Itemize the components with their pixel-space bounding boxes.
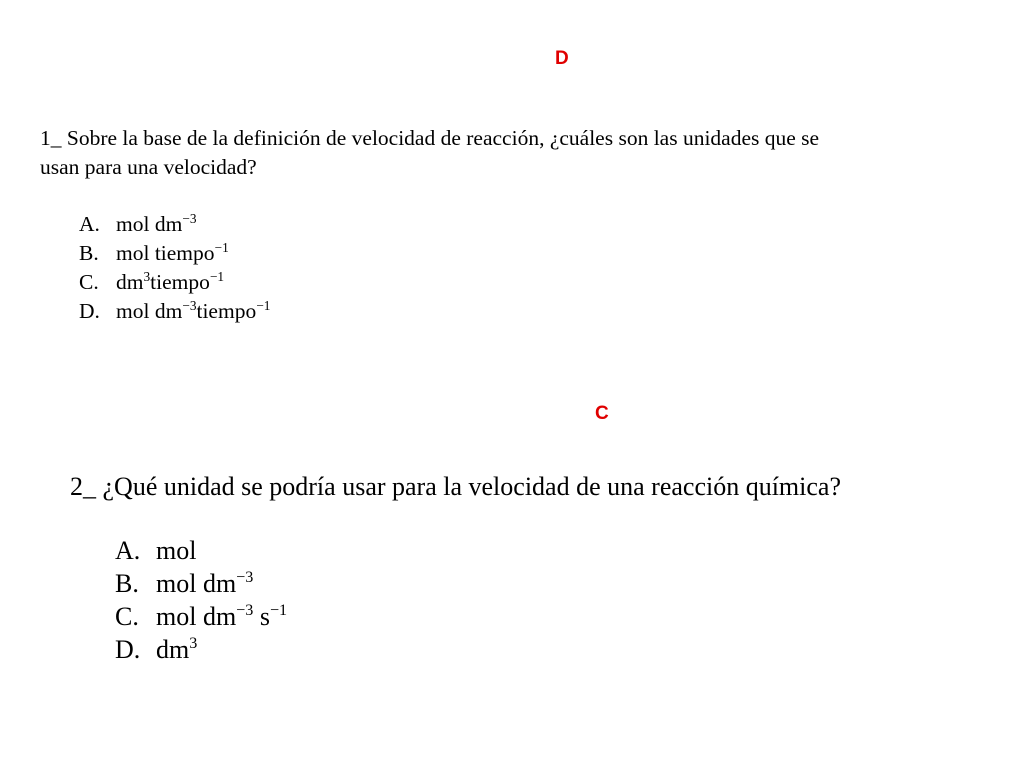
option-text: s	[253, 602, 270, 631]
question-1-stem-line-2: usan para una velocidad?	[40, 155, 257, 179]
option-exponent: −3	[182, 210, 197, 226]
option-text: mol tiempo	[116, 241, 215, 265]
option-letter: B.	[79, 241, 99, 265]
option-text: mol dm	[156, 569, 237, 598]
option-letter: D.	[115, 635, 141, 664]
option-exponent: −1	[214, 239, 229, 255]
question-2-option-d[interactable]	[115, 633, 970, 666]
option-text: mol dm	[116, 299, 183, 323]
option-exponent: −1	[209, 268, 225, 284]
option-text: tiempo	[196, 299, 257, 323]
option-text: mol	[156, 536, 197, 565]
option-exponent: 3	[189, 635, 198, 653]
question-2-option-c[interactable]	[115, 600, 970, 633]
option-text: mol dm	[116, 212, 183, 236]
option-letter: C.	[79, 270, 99, 294]
question-2	[70, 470, 970, 666]
option-letter: A.	[79, 212, 100, 236]
question-1-option-b[interactable]	[79, 239, 975, 268]
answer-key-q1: D	[555, 48, 569, 69]
option-letter: C.	[115, 602, 139, 631]
option-text: dm	[156, 635, 190, 664]
question-2-option-a[interactable]	[115, 534, 970, 567]
option-text: dm	[116, 270, 144, 294]
question-1-option-a[interactable]	[79, 210, 975, 239]
question-2-option-b[interactable]	[115, 567, 970, 600]
question-1-option-c[interactable]	[79, 268, 975, 297]
question-1-option-d[interactable]	[79, 297, 975, 326]
question-1-stem	[40, 124, 975, 182]
option-letter: B.	[115, 569, 139, 598]
question-2-stem: 2_ ¿Qué unidad se podría usar para la velocidad de una reacción química?	[70, 472, 841, 501]
answer-key-q2: C	[595, 403, 609, 424]
question-2-options	[115, 534, 970, 666]
option-exponent: −3	[182, 297, 197, 313]
question-1-stem-line-1: 1_ Sobre la base de la definición de velocidad de reacción, ¿cuáles son las unidades que se	[40, 126, 820, 150]
option-exponent: −1	[256, 297, 271, 313]
option-text: tiempo	[150, 270, 210, 294]
option-exponent: −3	[236, 569, 254, 587]
option-exponent: 3	[143, 268, 151, 284]
question-1-options	[79, 210, 975, 326]
option-exponent: −3	[236, 602, 254, 620]
question-1	[40, 124, 975, 326]
option-exponent: −1	[269, 602, 288, 620]
option-text: mol dm	[156, 602, 237, 631]
option-letter: D.	[79, 299, 100, 323]
option-letter: A.	[115, 536, 141, 565]
